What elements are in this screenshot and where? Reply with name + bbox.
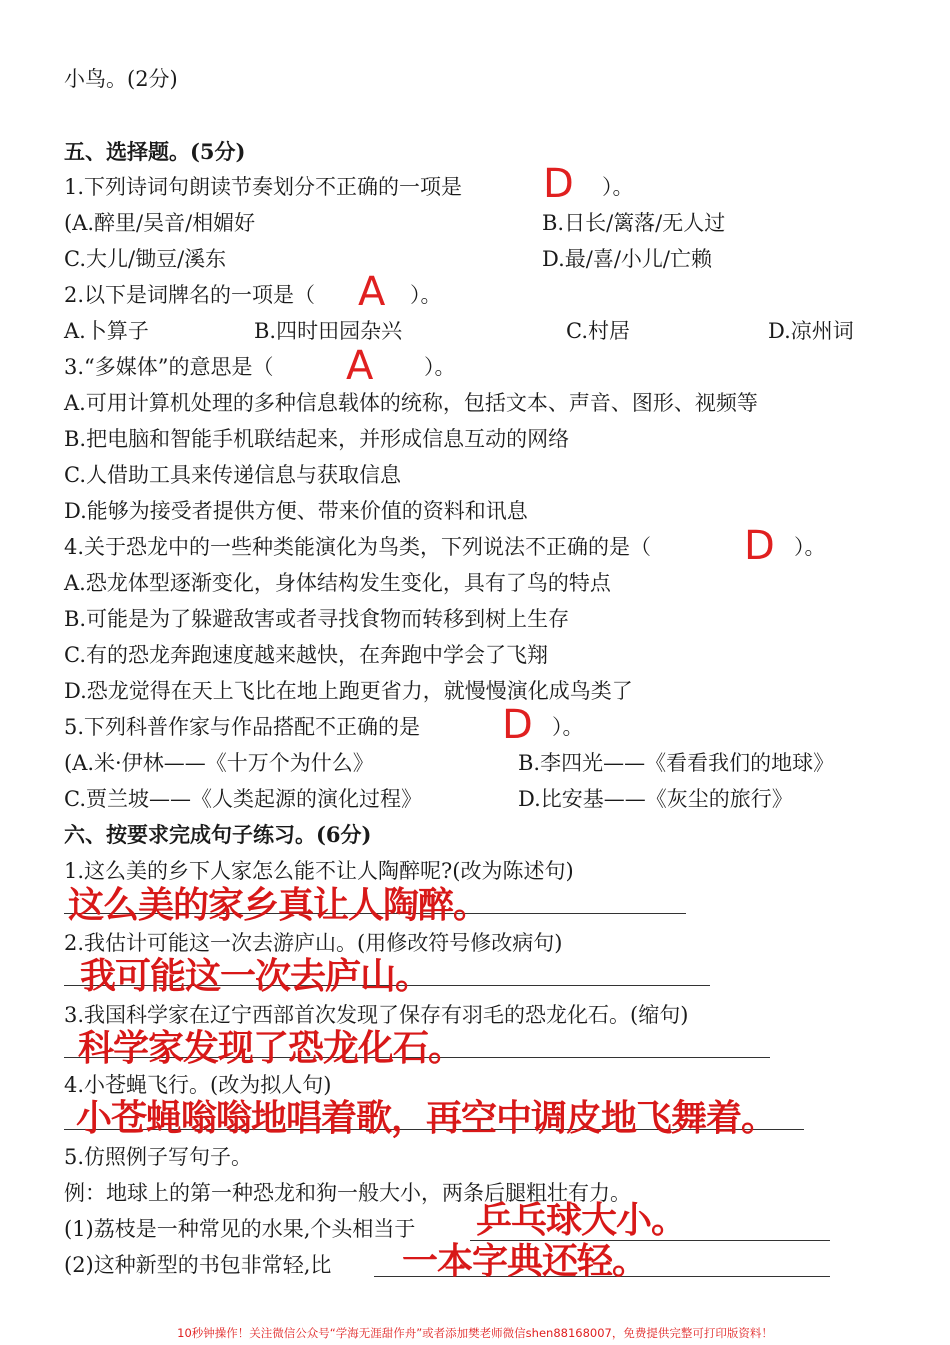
- section6-heading: 六、按要求完成句子练习。(6分): [64, 822, 372, 847]
- s6-q1-answer: 这么美的家乡真让人陶醉。: [68, 885, 489, 926]
- q4-stem: 4.关于恐龙中的一些种类能演化为鸟类，下列说法不正确的是（: [64, 535, 652, 559]
- s6-q5-sub2-stem: (2)这种新型的书包非常轻,比: [64, 1253, 332, 1277]
- q5-option-b: B.李四光——《看看我们的地球》: [518, 751, 835, 775]
- q2-option-d: D.凉州词: [768, 319, 854, 343]
- q5-answer: D: [502, 702, 533, 748]
- q1-option-d: D.最/喜/小儿/亡赖: [542, 247, 712, 271]
- s6-q5-sub2-answer: 一本字典还轻。: [402, 1241, 648, 1282]
- q4-option-c: C.有的恐龙奔跑速度越来越快，在奔跑中学会了飞翔: [64, 643, 548, 667]
- s6-q5-stem: 5.仿照例子写句子。: [64, 1145, 253, 1169]
- s6-q4-stem: 4.小苍蝇飞行。(改为拟人句): [64, 1073, 332, 1097]
- q1-option-c: C.大儿/锄豆/溪东: [64, 247, 227, 271]
- q5-close: ）。: [552, 715, 584, 739]
- q3-close: ）。: [424, 355, 456, 379]
- q2-answer: A: [358, 269, 386, 315]
- q4-option-d: D.恐龙觉得在天上飞比在地上跑更省力，就慢慢演化成鸟类了: [64, 679, 633, 703]
- q4-answer: D: [744, 523, 775, 569]
- previous-question-tail: 小鸟。(2分): [64, 67, 178, 91]
- s6-q3-stem: 3.我国科学家在辽宁西部首次发现了保存有羽毛的恐龙化石。(缩句): [64, 1003, 689, 1027]
- q5-stem: 5.下列科普作家与作品搭配不正确的是: [64, 715, 421, 739]
- q1-answer: D: [543, 161, 574, 207]
- q2-option-a: A.卜算子: [64, 319, 149, 343]
- q3-answer: A: [346, 343, 374, 389]
- q4-option-b: B.可能是为了躲避敌害或者寻找食物而转移到树上生存: [64, 607, 570, 631]
- promo-footer: 10秒钟操作！关注微信公众号“学海无涯甜作舟”或者添加樊老师微信shen88168007，免费提供完整可打印版资料！: [177, 1326, 773, 1340]
- q3-stem: 3.“多媒体”的意思是（: [64, 355, 274, 379]
- q4-option-a: A.恐龙体型逐渐变化，身体结构发生变化，具有了鸟的特点: [64, 571, 611, 595]
- q5-option-d: D.比安基——《灰尘的旅行》: [518, 787, 793, 811]
- q2-close: ）。: [410, 283, 442, 307]
- q2-option-b: B.四时田园杂兴: [254, 319, 403, 343]
- section5-heading: 五、选择题。(5分): [64, 139, 246, 164]
- q2-option-c: C.村居: [566, 319, 630, 343]
- q3-option-d: D.能够为接受者提供方便、带来价值的资料和讯息: [64, 499, 528, 523]
- s6-q5-sub1-answer: 乒乓球大小。: [476, 1200, 687, 1241]
- q2-stem: 2.以下是词牌名的一项是（: [64, 283, 316, 307]
- q1-close: ）。: [602, 175, 634, 199]
- s6-q3-answer: 科学家发现了恐龙化石。: [78, 1028, 464, 1069]
- s6-q1-stem: 1.这么美的乡下人家怎么能不让人陶醉呢?(改为陈述句): [64, 859, 574, 883]
- q1-option-a: (A.醉里/吴音/相媚好: [64, 211, 256, 235]
- q3-option-a: A.可用计算机处理的多种信息载体的统称，包括文本、声音、图形、视频等: [64, 391, 758, 415]
- s6-q5-sub1-stem: (1)荔枝是一种常见的水果,个头相当于: [64, 1217, 416, 1241]
- q5-option-c: C.贾兰坡——《人类起源的演化过程》: [64, 787, 422, 811]
- q3-option-c: C.人借助工具来传递信息与获取信息: [64, 463, 401, 487]
- s6-q4-answer: 小苍蝇嗡嗡地唱着歌，再空中调皮地飞舞着。: [76, 1098, 777, 1139]
- q5-option-a: (A.米·伊林——《十万个为什么》: [64, 751, 374, 775]
- q4-close: ）。: [794, 535, 826, 559]
- q1-option-b: B.日长/篱落/无人过: [542, 211, 726, 235]
- s6-q2-answer: 我可能这一次去庐山。: [80, 956, 431, 997]
- s6-q5-example: 例：地球上的第一种恐龙和狗一般大小，两条后腿粗壮有力。: [64, 1181, 631, 1205]
- q3-option-b: B.把电脑和智能手机联结起来，并形成信息互动的网络: [64, 427, 570, 451]
- q1-stem: 1.下列诗词句朗读节奏划分不正确的一项是: [64, 175, 463, 199]
- s6-q2-stem: 2.我估计可能这一次去游庐山。(用修改符号修改病句): [64, 931, 563, 955]
